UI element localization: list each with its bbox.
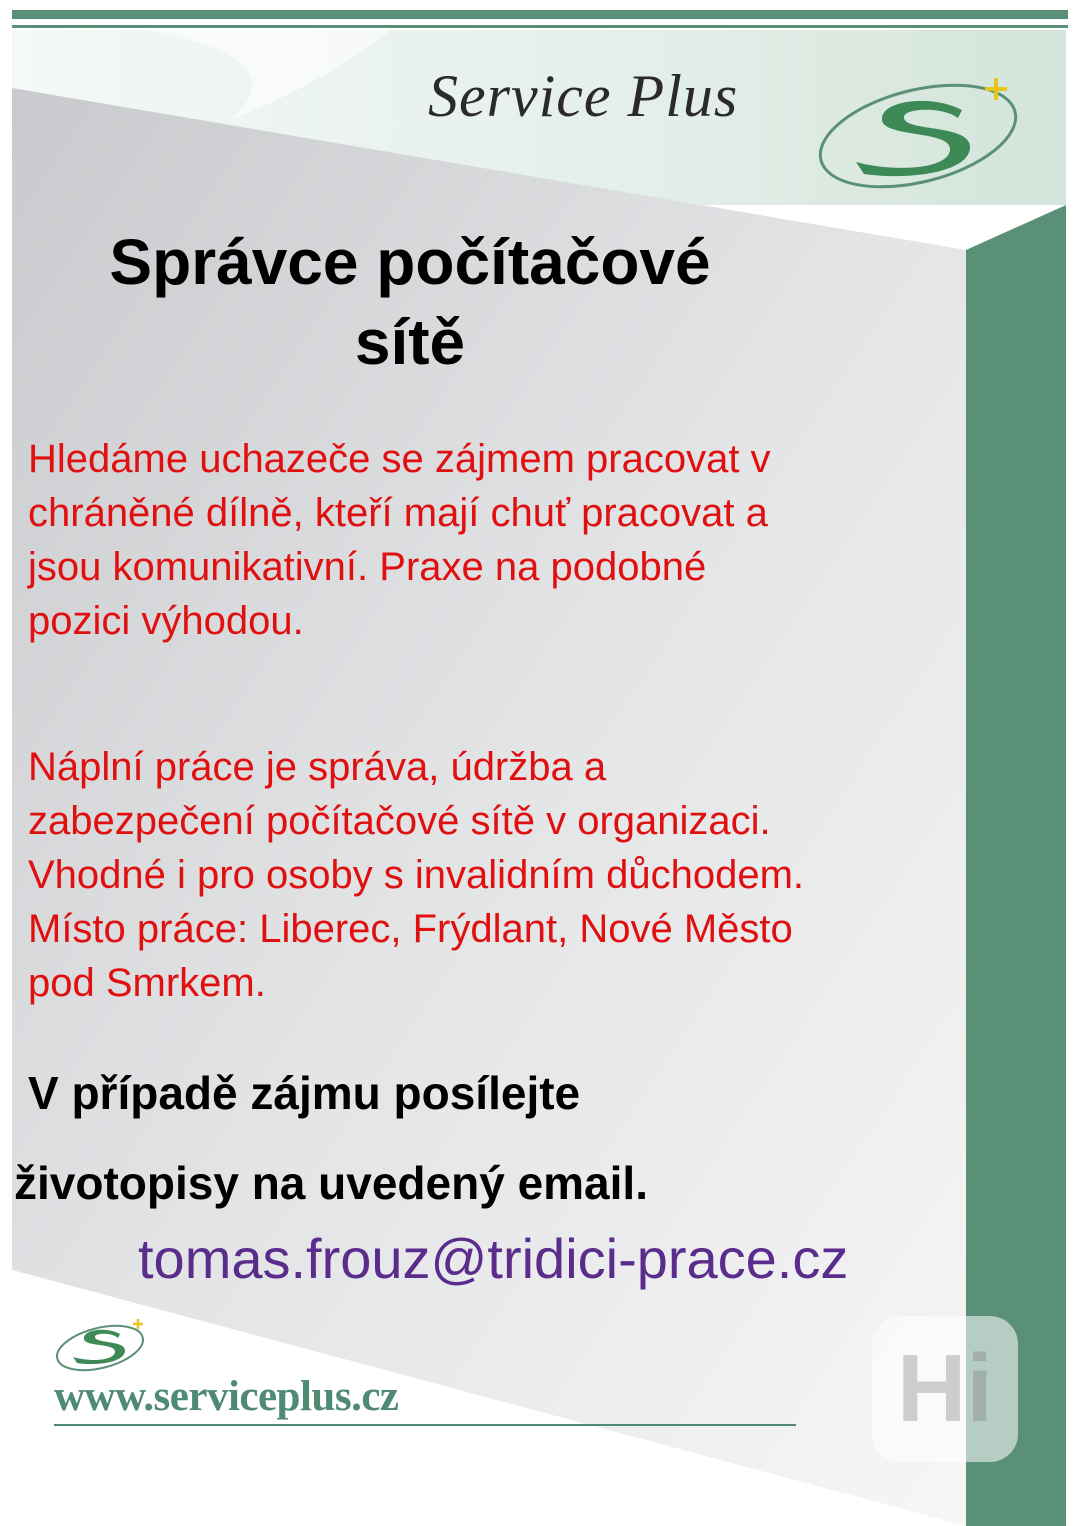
contact-instruction-line-1: V případě zájmu posílejte: [28, 1067, 581, 1119]
paragraph-line: pozici výhodou.: [28, 599, 304, 643]
paragraph-line: Vhodné i pro osoby s invalidním důchodem.: [28, 853, 805, 897]
paragraph-line: pod Smrkem.: [28, 961, 266, 1005]
job-title-line-1: Správce počítačové: [109, 226, 711, 298]
description-paragraph-2: [28, 740, 958, 1010]
paragraph-line: Hledáme uchazeče se zájmem pracovat v: [28, 437, 771, 481]
footer-divider: [54, 1424, 796, 1426]
paragraph-line: zabezpečení počítačové sítě v organizaci.: [28, 799, 771, 843]
paragraph-line: Náplní práce je správa, údržba a: [28, 745, 607, 789]
description-paragraph-1: [28, 432, 958, 648]
watermark-text: Hi: [897, 1335, 993, 1442]
contact-instruction-line-2: životopisy na uvedený email.: [14, 1157, 648, 1209]
job-title: [50, 222, 770, 382]
service-plus-logo: [812, 72, 1030, 190]
top-bar: [12, 10, 1068, 19]
paragraph-line: Místo práce: Liberec, Frýdlant, Nové Město: [28, 907, 793, 951]
job-title-line-2: sítě: [354, 306, 466, 378]
brand-name: Service Plus: [428, 63, 739, 129]
paragraph-line: chráněné dílně, kteří mají chuť pracovat a: [28, 491, 768, 535]
contact-email-link[interactable]: tomas.frouz@tridici-prace.cz: [138, 1227, 849, 1290]
top-line: [12, 25, 1068, 28]
footer-logo: [54, 1316, 152, 1374]
watermark-badge: [872, 1316, 1018, 1462]
paragraph-line: jsou komunikativní. Praxe na podobné: [28, 545, 707, 589]
website-link[interactable]: www.serviceplus.cz: [54, 1373, 399, 1420]
